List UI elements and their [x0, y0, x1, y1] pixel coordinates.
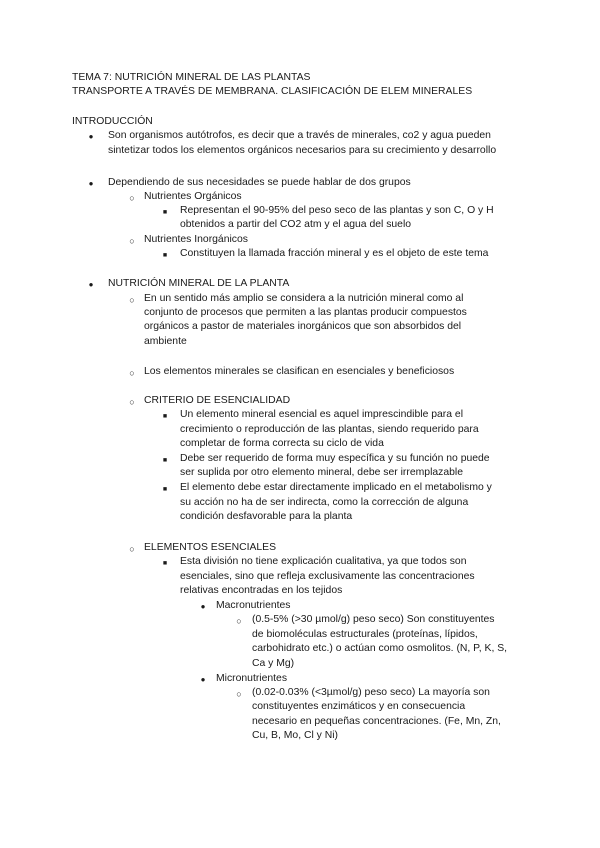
- organicos-desc-line-2: obtenidos a partir del CO2 atm y el agua del suelo: [180, 219, 412, 230]
- bullet-square: ■: [162, 413, 168, 420]
- criterio-s3-line-1: El elemento debe estar directamente implicado en el metabolismo y: [180, 482, 492, 493]
- nutricion-c1-line-2: conjunto de procesos que permiten a las plantas producir compuestos: [144, 307, 467, 318]
- intro-heading: INTRODUCCIÓN: [72, 116, 153, 127]
- macro-desc-line-3: carbohidrato etc.) o actúan como osmolitos. (N, P, K, S,: [252, 643, 508, 654]
- nutrientes-inorganicos: Nutrientes Inorgánicos: [144, 234, 248, 245]
- nutrientes-organicos: Nutrientes Orgánicos: [144, 191, 242, 202]
- macro-desc-line-2: de biomoléculas estructurales (proteínas, lípidos,: [252, 629, 478, 640]
- bullet-disc: ●: [88, 280, 94, 289]
- intro-bullet-2: Dependiendo de sus necesidades se puede hablar de dos grupos: [108, 177, 411, 188]
- micronutrientes: Micronutrientes: [216, 673, 288, 684]
- bullet-square: ■: [162, 209, 168, 216]
- bullet-circle: ○: [236, 689, 242, 699]
- macro-desc-line-1: (0.5-5% (>30 µmol/g) peso seco) Son constituyentes: [252, 614, 495, 625]
- bullet-square: ■: [162, 486, 168, 493]
- macro-desc-line-4: Ca y Mg): [252, 658, 295, 669]
- micro-desc-line-4: Cu, B, Mo, Cl y Ni): [252, 730, 339, 741]
- criterio-s3-line-2: su acción no ha de ser indirecta, como la corrección de alguna: [180, 497, 469, 508]
- esenciales-s1-line-1: Esta división no tiene explicación cualitativa, ya que todos son: [180, 556, 467, 567]
- criterio-s2-line-1: Debe ser requerido de forma muy específica y su función no puede: [180, 453, 490, 464]
- micro-desc-line-3: necesario en pequeñas concentraciones. (Fe, Mn, Zn,: [252, 716, 501, 727]
- esenciales-heading: ELEMENTOS ESENCIALES: [144, 542, 277, 553]
- bullet-disc: ●: [88, 179, 94, 188]
- bullet-disc: ●: [200, 602, 206, 611]
- title-line-1: TEMA 7: NUTRICIÓN MINERAL DE LAS PLANTAS: [72, 72, 311, 83]
- criterio-s1-line-3: completar de forma correcta su ciclo de vida: [180, 438, 384, 449]
- nutricion-c1-line-1: En un sentido más amplio se considera a la nutrición mineral como al: [144, 293, 464, 304]
- criterio-heading: CRITERIO DE ESENCIALIDAD: [144, 395, 291, 406]
- intro-bullet-1-line-1: Son organismos autótrofos, es decir que a través de minerales, co2 y agua pueden: [108, 130, 491, 141]
- organicos-desc-line-1: Representan el 90-95% del peso seco de las plantas y son C, O y H: [180, 205, 494, 216]
- nutricion-c1-line-4: ambiente: [144, 336, 187, 347]
- nutricion-c2: Los elementos minerales se clasifican en esenciales y beneficiosos: [144, 366, 455, 377]
- bullet-circle: ○: [129, 397, 135, 407]
- macronutrientes: Macronutrientes: [216, 600, 291, 611]
- criterio-s1-line-2: crecimiento o reproducción de las plantas, siendo requerido para: [180, 424, 479, 435]
- bullet-square: ■: [162, 560, 168, 567]
- bullet-circle: ○: [129, 236, 135, 246]
- esenciales-s1-line-2: esenciales, sino que refleja exclusivamente las concentraciones: [180, 571, 475, 582]
- bullet-circle: ○: [129, 193, 135, 203]
- esenciales-s1-line-3: relativas encontradas en los tejidos: [180, 585, 343, 596]
- bullet-circle: ○: [129, 544, 135, 554]
- bullet-disc: ●: [88, 132, 94, 141]
- inorganicos-desc: Constituyen la llamada fracción mineral y es el objeto de este tema: [180, 248, 489, 259]
- bullet-circle: ○: [129, 295, 135, 305]
- criterio-s2-line-2: ser suplida por otro elemento mineral, debe ser irremplazable: [180, 467, 463, 478]
- bullet-square: ■: [162, 457, 168, 464]
- micro-desc-line-2: constituyentes enzimáticos y en consecuencia: [252, 701, 466, 712]
- bullet-disc: ●: [200, 675, 206, 684]
- bullet-circle: ○: [236, 616, 242, 626]
- bullet-square: ■: [162, 252, 168, 259]
- micro-desc-line-1: (0.02-0.03% (<3µmol/g) peso seco) La mayoría son: [252, 687, 490, 698]
- intro-bullet-1-line-2: sintetizar todos los elementos orgánicos necesarios para su crecimiento y desarrollo: [108, 145, 497, 156]
- criterio-s3-line-3: condición desfavorable para la planta: [180, 511, 353, 522]
- bullet-circle: ○: [129, 368, 135, 378]
- title-line-2: TRANSPORTE A TRAVÉS DE MEMBRANA. CLASIFICACIÓN DE ELEM MINERALES: [72, 86, 473, 97]
- nutricion-heading: NUTRICIÓN MINERAL DE LA PLANTA: [108, 278, 290, 289]
- nutricion-c1-line-3: orgánicos a pastor de materiales inorgánicos que son absorbidos del: [144, 321, 462, 332]
- criterio-s1-line-1: Un elemento mineral esencial es aquel imprescindible para el: [180, 409, 464, 420]
